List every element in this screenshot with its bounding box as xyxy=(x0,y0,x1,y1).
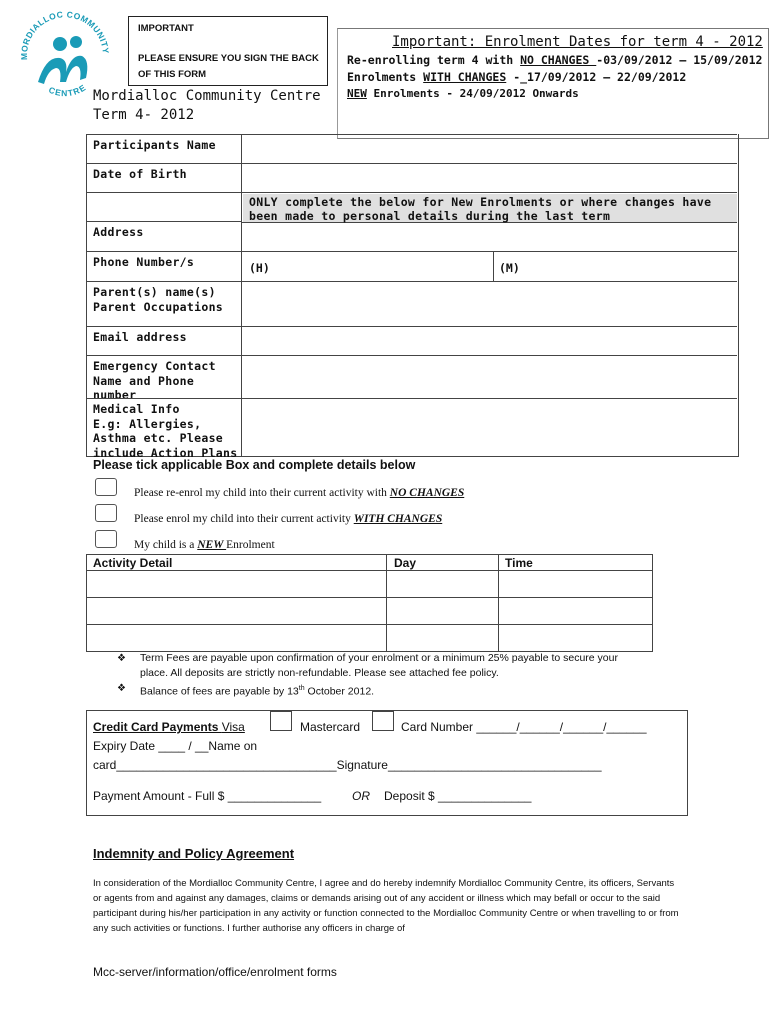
mastercard-label: Mastercard xyxy=(300,720,361,734)
name-signature-field[interactable]: card_________________________________Signature________________________________ xyxy=(93,758,602,772)
important-line-2: OF THIS FORM xyxy=(138,69,207,80)
parent-row[interactable]: Parent(s) name(s) Parent Occupations xyxy=(86,281,737,282)
with-changes-checkbox[interactable] xyxy=(95,504,117,522)
address-label: Address xyxy=(93,225,144,239)
credit-card-title: Credit Card Payments Visa xyxy=(93,720,245,734)
important-notice-box xyxy=(128,16,328,86)
activity-row[interactable] xyxy=(87,571,652,597)
no-changes-label: Please re-enrol my child into their current activity with NO CHANGES xyxy=(134,487,465,499)
dates-reenrol-line: Re-enrolling term 4 with NO CHANGES -03/09/2012 – 15/09/2012 xyxy=(347,53,763,67)
with-changes-label: Please enrol my child into their current activity WITH CHANGES xyxy=(134,513,443,525)
footer-path: Mcc-server/information/office/enrolment forms xyxy=(93,965,337,979)
new-enrolment-checkbox[interactable] xyxy=(95,530,117,548)
centre-name: Mordialloc Community Centre xyxy=(93,88,321,104)
centre-heading xyxy=(93,87,321,125)
time-header: Time xyxy=(505,556,533,570)
address-field[interactable] xyxy=(241,223,737,251)
new-enrolment-label: My child is a NEW Enrolment xyxy=(134,539,275,551)
important-line-1: PLEASE ENSURE YOU SIGN THE BACK xyxy=(138,53,319,64)
activity-row[interactable] xyxy=(87,625,652,651)
mastercard-checkbox[interactable] xyxy=(372,711,394,731)
important-title: IMPORTANT xyxy=(138,23,194,34)
payment-amount-field[interactable]: Payment Amount - Full $ ______________ xyxy=(93,789,322,803)
phone-row: Phone Number/s xyxy=(86,251,737,252)
no-changes-checkbox[interactable] xyxy=(95,478,117,496)
deposit-field[interactable]: Deposit $ ______________ xyxy=(384,789,532,803)
or-label: OR xyxy=(352,789,370,803)
activity-detail-header: Activity Detail xyxy=(93,556,173,570)
medical-info-row[interactable]: Medical Info E.g: Allergies, Asthma etc. Please include Action Plans xyxy=(86,398,737,399)
indemnity-title: Indemnity and Policy Agreement xyxy=(93,846,295,861)
activity-row[interactable] xyxy=(87,598,652,624)
fee-note-1: Term Fees are payable upon confirmation of your enrolment or a minimum 25% payable to secure your place. All deposits are strictly non-refundable. Please see attached fee policy. xyxy=(140,652,618,679)
indemnity-text: In consideration of the Mordialloc Community Centre, I agree and do hereby indemnify Mordialloc Community Centre, its officers, Servants or agents from and against any damages, claims or demands arising out of any accident or illness which may befall or occur to the said participant during his/her participation in any activity or function connected to the Mordialloc Community Centre or when travelling to or from any such activities or functions. I further authorise any officers in charge of xyxy=(93,878,679,934)
visa-checkbox[interactable] xyxy=(270,711,292,731)
card-number-field[interactable]: Card Number ______/______/______/______ xyxy=(401,720,647,734)
dates-new-line: NEW Enrolments - 24/09/2012 Onwards xyxy=(347,87,579,100)
svg-text:MORDIALLOC COMMUNITY: MORDIALLOC COMMUNITY xyxy=(18,9,112,61)
mobile-phone-field[interactable]: (M) xyxy=(499,261,520,275)
participants-name-row[interactable]: Participants Name xyxy=(86,134,737,135)
activity-table xyxy=(86,554,653,652)
home-phone-field[interactable]: (H) xyxy=(249,261,270,275)
new-enrolment-note: ONLY complete the below for New Enrolments or where changes have been made to personal details during the last term xyxy=(249,195,712,223)
tick-heading: Please tick applicable Box and complete details below xyxy=(93,458,416,472)
enrolment-dates-title: Important: Enrolment Dates for term 4 - 2012 xyxy=(392,34,763,50)
svg-text:CENTRE: CENTRE xyxy=(47,82,89,99)
expiry-field[interactable]: Expiry Date ____ / __Name on xyxy=(93,739,258,753)
emergency-contact-row[interactable]: Emergency Contact Name and Phone number xyxy=(86,355,737,356)
day-header: Day xyxy=(394,556,417,570)
bullet-icon: ❖ xyxy=(117,683,126,694)
fee-note-2: Balance of fees are payable by 13th October 2012. xyxy=(140,685,375,698)
date-of-birth-row[interactable]: Date of Birth xyxy=(86,163,737,164)
centre-term: Term 4- 2012 xyxy=(93,107,195,123)
email-row[interactable]: Email address xyxy=(86,326,737,327)
dates-changes-line: Enrolments WITH CHANGES -_17/09/2012 – 22/09/2012 xyxy=(347,70,687,84)
bullet-icon: ❖ xyxy=(117,653,126,664)
